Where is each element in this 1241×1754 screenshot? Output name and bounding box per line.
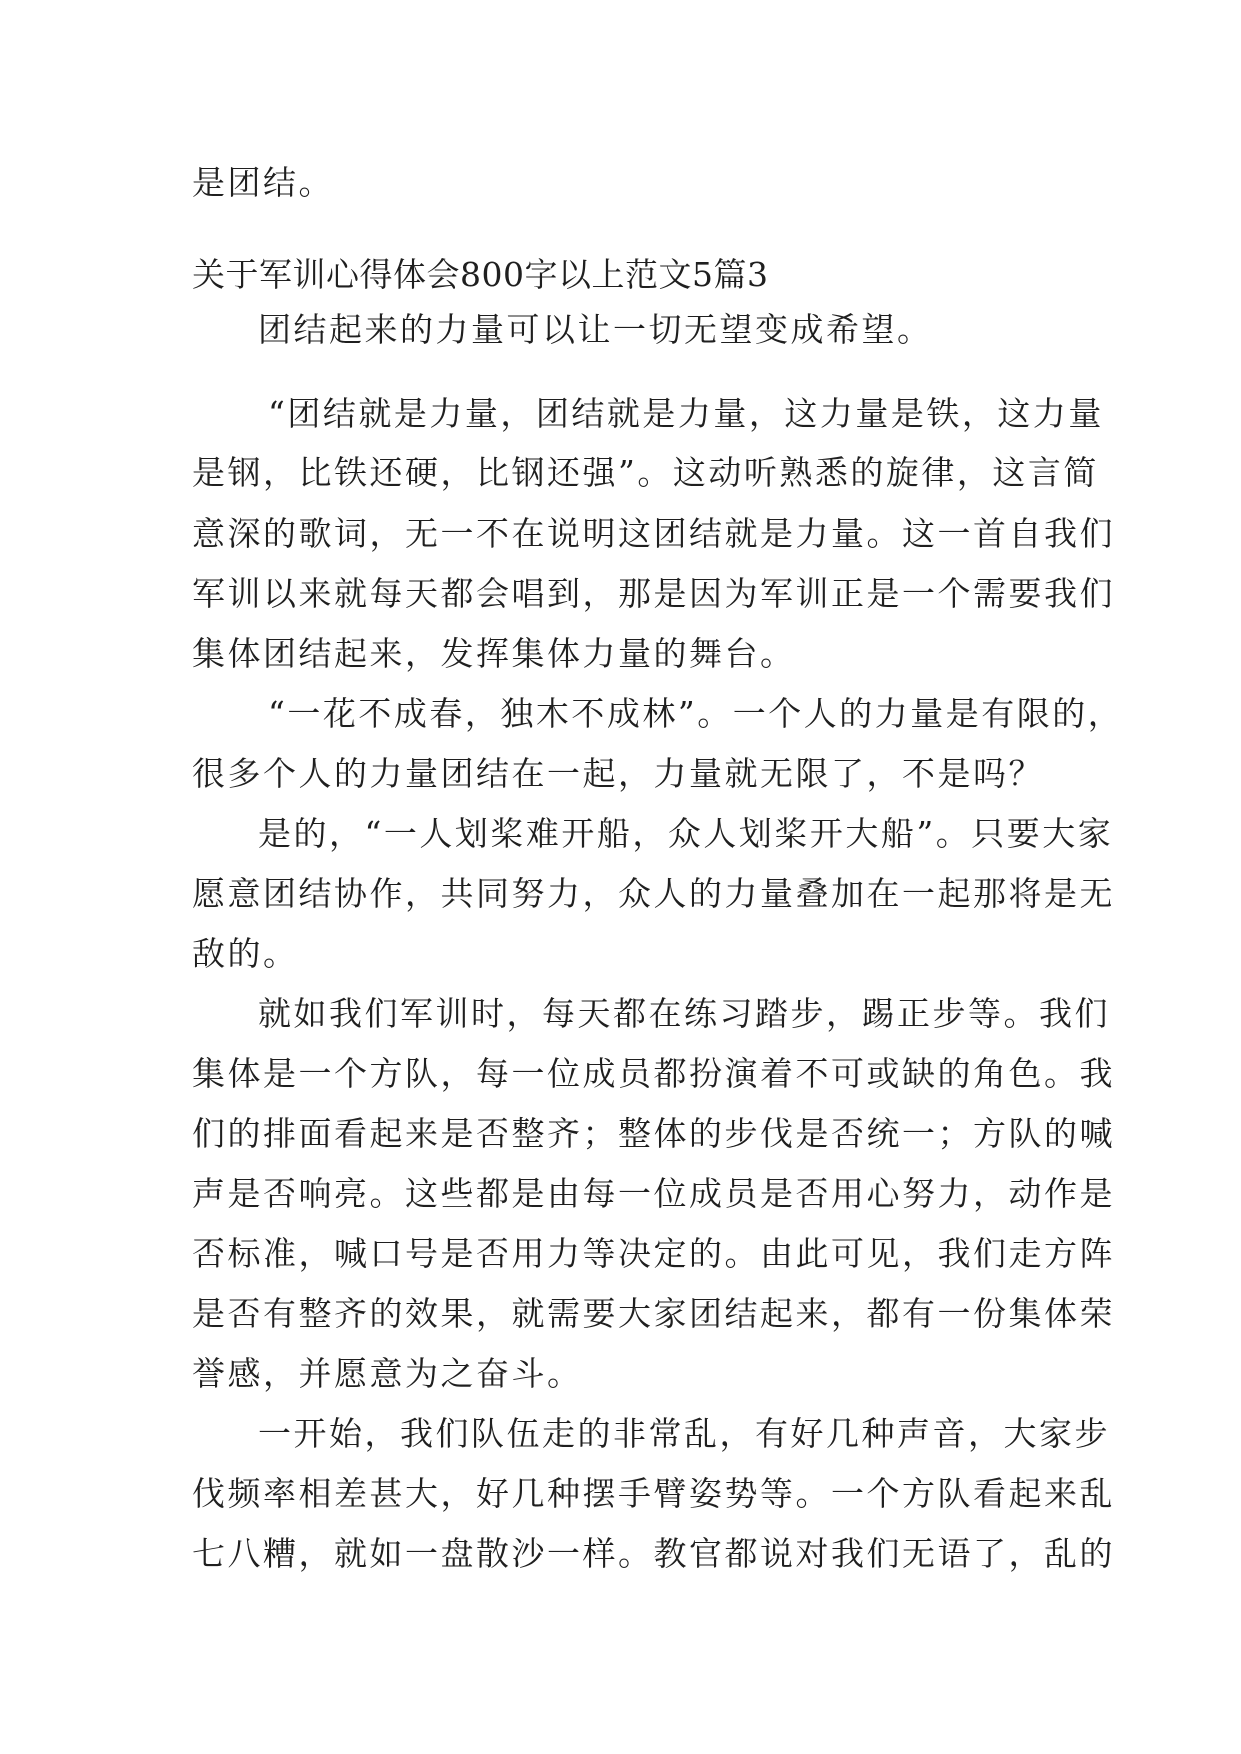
text-line: 声是否响亮。这些都是由每一位成员是否用心努力，动作是 — [192, 1174, 1115, 1213]
text-line: 否标准，喊口号是否用力等决定的。由此可见，我们走方阵 — [192, 1234, 1115, 1273]
text-line: 就如我们军训时，每天都在练习踏步，踢正步等。我们 — [258, 994, 1110, 1033]
section-heading: 关于军训心得体会800字以上范文5篇3 — [192, 255, 769, 294]
text-line: 集体是一个方队，每一位成员都扮演着不可或缺的角色。我 — [192, 1054, 1115, 1093]
text-line: “团结就是力量，团结就是力量，这力量是铁，这力量 — [268, 394, 1104, 433]
text-line: 一开始，我们队伍走的非常乱，有好几种声音，大家步 — [258, 1414, 1110, 1453]
text-line: 是团结。 — [192, 163, 334, 202]
text-line: 军训以来就每天都会唱到，那是因为军训正是一个需要我们 — [192, 574, 1115, 613]
text-line: 伐频率相差甚大，好几种摆手臂姿势等。一个方队看起来乱 — [192, 1474, 1115, 1513]
text-line: 敌的。 — [192, 934, 299, 973]
text-line: 团结起来的力量可以让一切无望变成希望。 — [258, 310, 933, 349]
text-line: 是否有整齐的效果，就需要大家团结起来，都有一份集体荣 — [192, 1294, 1115, 1333]
text-line: 集体团结起来，发挥集体力量的舞台。 — [192, 634, 796, 673]
text-line: 是的，“一人划桨难开船，众人划桨开大船”。只要大家 — [258, 814, 1114, 853]
text-line: “一花不成春，独木不成林”。一个人的力量是有限的， — [268, 694, 1124, 733]
text-line: 意深的歌词，无一不在说明这团结就是力量。这一首自我们 — [192, 514, 1115, 553]
text-line: 是钢，比铁还硬，比钢还强”。这动听熟悉的旋律，这言简 — [192, 453, 1099, 492]
text-line: 七八糟，就如一盘散沙一样。教官都说对我们无语了，乱的 — [192, 1534, 1115, 1573]
text-line: 愿意团结协作，共同努力，众人的力量叠加在一起那将是无 — [192, 874, 1115, 913]
text-line: 誉感，并愿意为之奋斗。 — [192, 1354, 583, 1393]
text-line: 很多个人的力量团结在一起，力量就无限了，不是吗？ — [192, 754, 1044, 793]
text-line: 们的排面看起来是否整齐；整体的步伐是否统一；方队的喊 — [192, 1114, 1115, 1153]
